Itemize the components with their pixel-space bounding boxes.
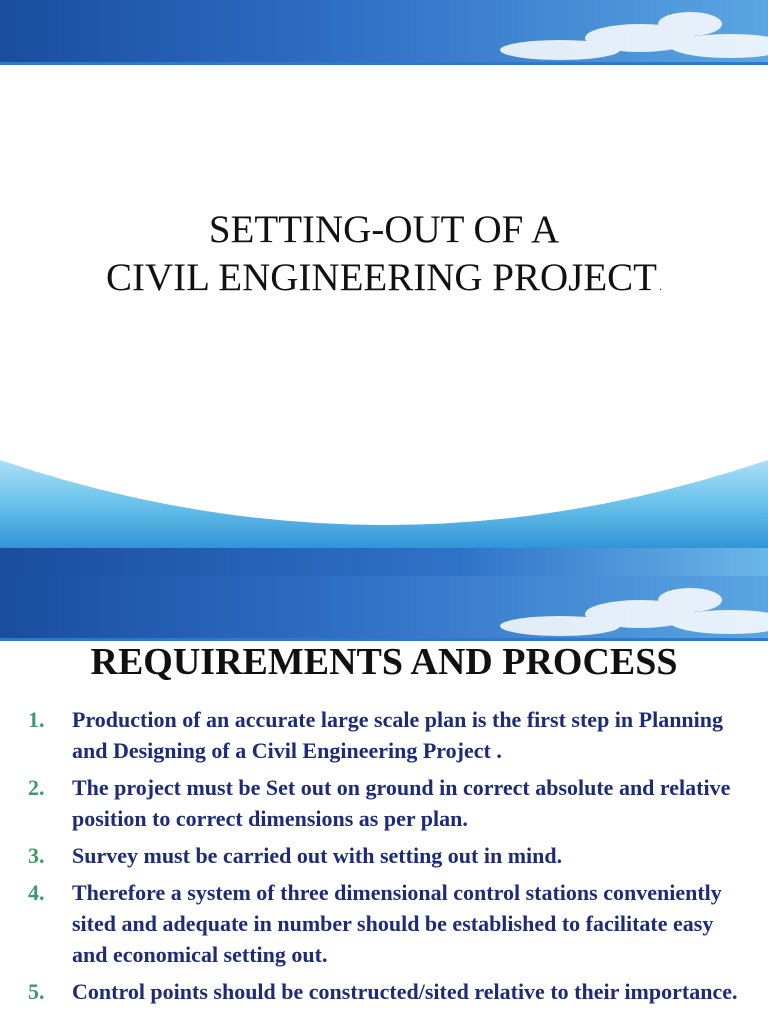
content-slide xyxy=(0,576,768,1024)
list-number: 2. xyxy=(28,775,45,800)
list-item xyxy=(0,772,768,834)
list-text: Therefore a system of three dimensional control stations conveniently sited and adequate in number should be established to facilitate easy and economical setting out. xyxy=(72,880,722,967)
cloud-decoration xyxy=(0,576,768,638)
list-number: 5. xyxy=(28,979,45,1004)
list-item xyxy=(0,704,768,766)
wave-graphic xyxy=(0,440,768,576)
list-text: The project must be Set out on ground in correct absolute and relative position to correct dimensions as per plan. xyxy=(72,775,731,831)
list-item xyxy=(0,976,768,1007)
list-text: Production of an accurate large scale plan is the first step in Planning and Designing of a Civil Engineering Project . xyxy=(72,707,724,763)
title-trailing: . xyxy=(659,279,662,293)
list-text: Control points should be constructed/sited relative to their importance. xyxy=(72,979,738,1004)
list-item xyxy=(0,877,768,970)
slide-title xyxy=(0,206,768,310)
title-line-1: SETTING-OUT OF A xyxy=(208,208,560,251)
title-line-2: CIVIL ENGINEERING PROJECT xyxy=(105,256,657,299)
cloud-decoration xyxy=(0,0,768,62)
list-text: Survey must be carried out with setting out in mind. xyxy=(72,843,563,868)
list-number: 4. xyxy=(28,880,45,905)
list-item xyxy=(0,840,768,871)
list-number: 1. xyxy=(28,707,45,732)
banner-rule xyxy=(0,62,768,65)
bottom-wave-band xyxy=(0,440,768,576)
requirements-list xyxy=(0,704,768,1013)
list-number: 3. xyxy=(28,843,45,868)
slide-heading: REQUIREMENTS AND PROCESS xyxy=(90,641,678,683)
